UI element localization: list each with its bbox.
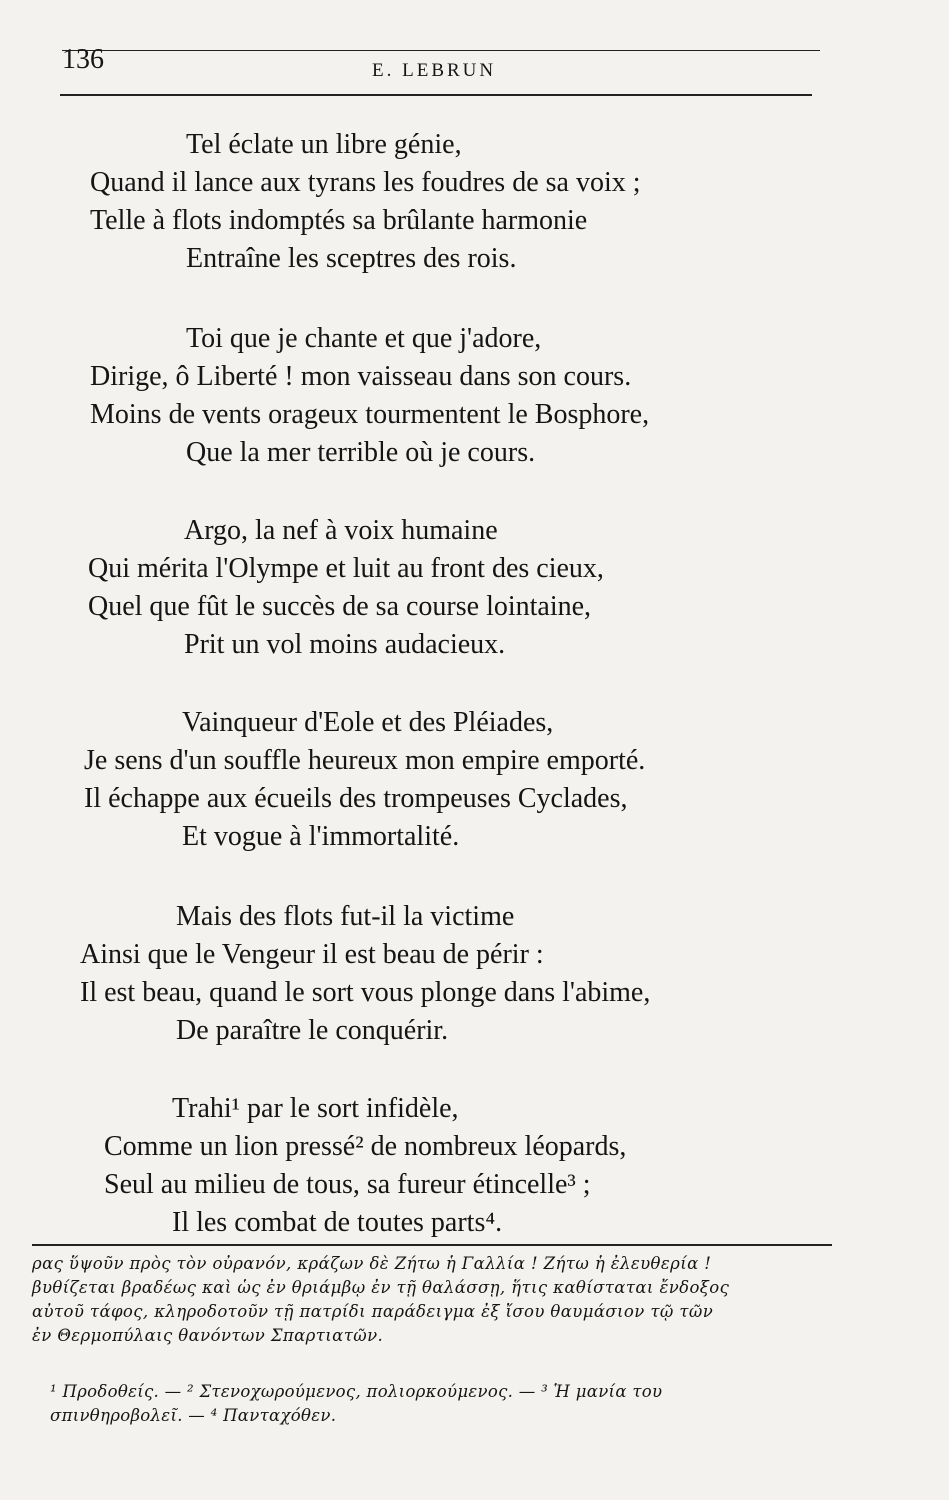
footnote-rule xyxy=(32,1244,832,1246)
verse-line: Qui mérita l'Olympe et luit au front des cieux, xyxy=(88,553,604,584)
note-line: ἐν Θερμοπύλαις θανόντων Σπαρτιατῶν. xyxy=(32,1326,384,1345)
verse-line: Que la mer terrible où je cours. xyxy=(186,437,536,468)
running-head: E. LEBRUN xyxy=(372,60,497,81)
verse-line: Je sens d'un souffle heureux mon empire emporté. xyxy=(84,745,646,776)
verse-line: Il les combat de toutes parts⁴. xyxy=(172,1207,503,1238)
verse-line: De paraître le conquérir. xyxy=(176,1015,449,1046)
note-line: ρας ὕψοῦν πρὸς τὸν οὐρανόν, κράζων δὲ Ζήτω ἡ Γαλλία ! Ζήτω ἡ ἐλευθερία ! xyxy=(32,1254,712,1273)
verse-line: Comme un lion pressé² de nombreux léopards, xyxy=(104,1131,627,1162)
verse-line: Prit un vol moins audacieux. xyxy=(184,629,506,660)
note-line: αὐτοῦ τάφος, κληροδοτοῦν τῇ πατρίδι παράδειγμα ἐξ ἴσου θαυμάσιον τῷ τῶν xyxy=(32,1302,714,1321)
header-rule-top xyxy=(62,50,820,51)
verse-line: Il est beau, quand le sort vous plonge dans l'abime, xyxy=(80,977,651,1008)
footnote-line: σπινθηροβολεῖ. — ⁴ Πανταχόθεν. xyxy=(50,1406,337,1425)
header-rule xyxy=(60,94,812,96)
verse-line: Trahi¹ par le sort infidèle, xyxy=(172,1093,459,1124)
verse-line: Moins de vents orageux tourmentent le Bosphore, xyxy=(90,399,650,430)
verse-line: Quel que fût le succès de sa course lointaine, xyxy=(88,591,592,622)
verse-line: Tel éclate un libre génie, xyxy=(186,129,462,160)
verse-line: Mais des flots fut-il la victime xyxy=(176,901,515,932)
verse-line: Dirige, ô Liberté ! mon vaisseau dans son cours. xyxy=(90,361,632,392)
verse-line: Et vogue à l'immortalité. xyxy=(182,821,460,852)
verse-line: Entraîne les sceptres des rois. xyxy=(186,243,517,274)
footnotes xyxy=(50,1380,810,1428)
verse-line: Il échappe aux écueils des trompeuses Cyclades, xyxy=(84,783,628,814)
footnote-line: ¹ Προδοθείς. — ² Στενοχωρούμενος, πολιορκούμενος. — ³ Ἡ μανία του xyxy=(50,1382,663,1401)
verse-line: Telle à flots indomptés sa brûlante harmonie xyxy=(90,205,588,236)
verse-line: Ainsi que le Vengeur il est beau de périr : xyxy=(80,939,544,970)
verse-line: Toi que je chante et que j'adore, xyxy=(186,323,542,354)
page-number: 136 xyxy=(62,44,104,75)
verse-line: Quand il lance aux tyrans les foudres de sa voix ; xyxy=(90,167,641,198)
greek-translation-notes xyxy=(32,1252,822,1348)
verse-line: Vainqueur d'Eole et des Pléiades, xyxy=(182,707,554,738)
note-line: βυθίζεται βραδέως καὶ ὡς ἐν θριάμβῳ ἐν τῇ θαλάσσῃ, ἥτις καθίσταται ἔνδοξος xyxy=(32,1278,730,1297)
verse-line: Seul au milieu de tous, sa fureur étincelle³ ; xyxy=(104,1169,591,1200)
verse-line: Argo, la nef à voix humaine xyxy=(184,515,498,546)
